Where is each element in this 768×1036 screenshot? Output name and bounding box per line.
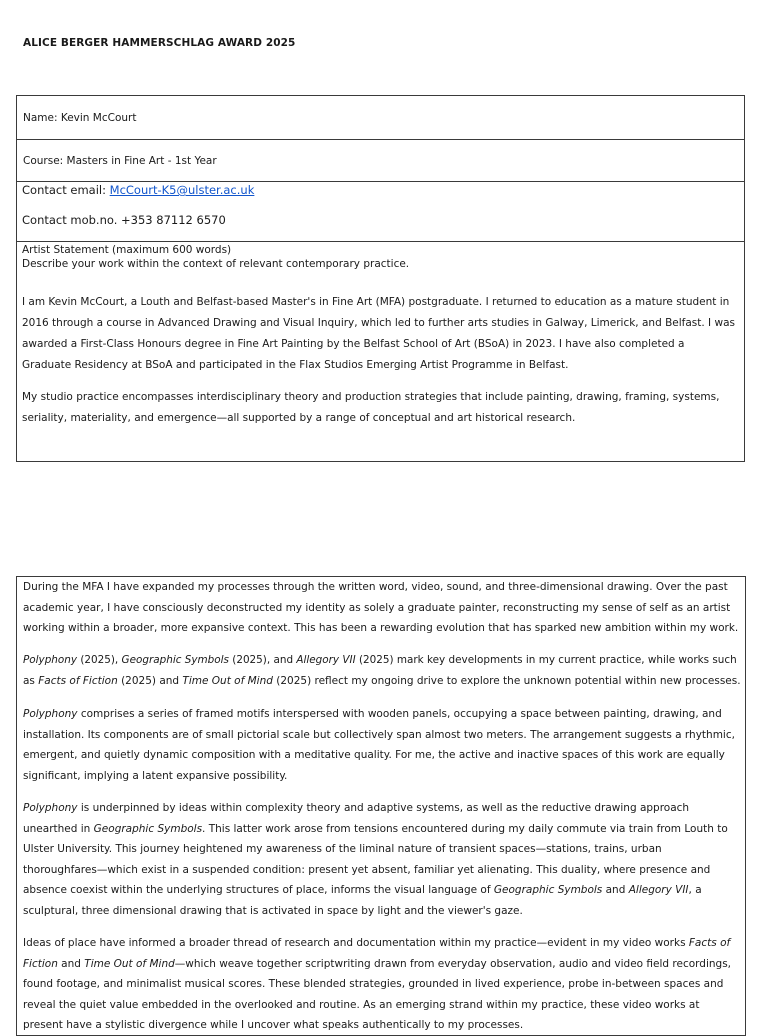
- work-title: Polyphony: [23, 802, 78, 814]
- text-line: Ulster University. This journey heightened my awareness of the liminal nature of transient spaces—stations, trains, urban: [23, 843, 662, 855]
- work-title: Time Out of Mind: [182, 674, 273, 687]
- statement-paragraph: [23, 798, 741, 921]
- text-run: as: [23, 674, 39, 687]
- text-run: . This latter work arose from tensions encountered during my daily commute via train from Louth to: [202, 822, 728, 835]
- statement-continuation-box: [16, 576, 746, 1036]
- contact-email: [22, 183, 254, 197]
- text-line: installation. Its components are of small pictorial scale but collectively span almost two meters. The arrangement suggests a rhythmic,: [23, 728, 735, 741]
- text-line: working within a broader, more expansive context. This has been a rewarding evolution that has sparked new ambition within my work.: [23, 622, 739, 634]
- text-run: and: [602, 884, 629, 896]
- text-run: (2025), and: [228, 654, 297, 666]
- text-line: My studio practice encompasses interdisciplinary theory and production strategies that include painting, drawing, framing, systems,: [22, 391, 720, 403]
- contact-row: [17, 182, 744, 242]
- text-run: (2025),: [77, 654, 122, 666]
- statement-heading: Artist Statement (maximum 600 words): [22, 244, 232, 256]
- text-line: thoroughfares—which exist in a suspended condition: present yet absent, familiar yet alienating. This duality, where presence and: [23, 863, 711, 876]
- contact-mobile: Contact mob.no. +353 87112 6570: [22, 213, 226, 227]
- work-title: Geographic Symbols: [493, 884, 603, 896]
- statement-paragraph: [23, 577, 741, 639]
- text-run: Ideas of place have informed a broader thread of research and documentation within my practice—evident in my video works: [23, 937, 689, 949]
- text-line: present have a stylistic divergence while I uncover what speaks authentically to my processes.: [23, 1019, 524, 1031]
- text-run: , a: [688, 884, 702, 896]
- text-run: (2025) reflect my ongoing drive to explore the unknown potential within new processes.: [272, 674, 741, 687]
- text-line: I am Kevin McCourt, a Louth and Belfast-based Master's in Fine Art (MFA) postgraduate. I returned to education as a mature student in: [22, 296, 730, 308]
- text-line: sculptural, three dimensional drawing that is activated in space by light and the viewer's gaze.: [23, 904, 523, 917]
- name-row: [17, 96, 744, 140]
- work-title: Polyphony: [23, 654, 78, 666]
- text-line: [23, 650, 741, 671]
- page-title: ALICE BERGER HAMMERSCHLAG AWARD 2025: [23, 37, 296, 49]
- text-run: (2025) mark key developments in my current practice, while works such: [355, 654, 737, 666]
- text-line: academic year, I have consciously deconstructed my identity as solely a graduate painter, reconstructing my sense of self as an artist: [23, 601, 731, 614]
- text-line: During the MFA I have expanded my processes through the written word, video, sound, and three-dimensional drawing. Over the past: [23, 581, 728, 593]
- text-line: found footage, and minimalist musical scores. These blended strategies, grounded in lived experience, probe in-between spaces and: [23, 978, 724, 990]
- course-field: Course: Masters in Fine Art - 1st Year: [23, 155, 217, 167]
- application-form-table: [16, 95, 745, 462]
- text-run: —which weave together scriptwriting drawn from everyday observation, audio and video field recordings,: [174, 957, 732, 970]
- text-line: [23, 671, 741, 692]
- text-run: unearthed in: [23, 822, 94, 835]
- name-field: Name: Kevin McCourt: [23, 112, 137, 124]
- text-line: [23, 880, 741, 901]
- work-title: Facts of Fiction: [38, 674, 118, 687]
- statement-paragraph: [23, 704, 741, 786]
- text-line: reveal the quiet value embedded in the overlooked and routine. As an emerging strand within my practice, these video works at: [23, 998, 700, 1011]
- statement-paragraph: [23, 650, 741, 691]
- statement-paragraph: [22, 387, 740, 429]
- statement-paragraph: [23, 933, 741, 1036]
- text-line: emergent, and quietly dynamic composition with a meditative quality. For me, the active and inactive spaces of this work are equally: [23, 749, 725, 761]
- work-title: Allegory VII: [628, 884, 689, 896]
- text-line: seriality, materiality, and emergence—all supported by a range of conceptual and art historical research.: [22, 412, 576, 424]
- text-run: and: [57, 957, 85, 970]
- statement-instruction: Describe your work within the context of relevant contemporary practice.: [22, 258, 410, 270]
- text-run: absence coexist within the underlying structures of place, informs the visual language of: [23, 884, 494, 896]
- course-row: [17, 140, 744, 182]
- work-title: Allegory VII: [296, 654, 356, 666]
- text-run: comprises a series of framed motifs interspersed with wooden panels, occupying a space between painting, drawing, and: [77, 708, 722, 720]
- work-title: Time Out of Mind: [84, 957, 175, 970]
- work-title: Fiction: [23, 957, 58, 970]
- text-run: (2025) and: [117, 674, 183, 687]
- contact-email-label: Contact email:: [22, 183, 110, 197]
- text-run: is underpinned by ideas within complexity theory and adaptive systems, as well as the reductive drawing approach: [77, 802, 690, 814]
- text-line: significant, implying a latent expansive possibility.: [23, 769, 288, 782]
- text-line: [23, 954, 741, 975]
- text-line: Graduate Residency at BSoA and participated in the Flax Studios Emerging Artist Programme in Belfast.: [22, 359, 569, 371]
- work-title: Polyphony: [23, 708, 78, 720]
- text-line: awarded a First-Class Honours degree in Fine Art Painting by the Belfast School of Art (BSoA) in 2023. I have also completed a: [22, 338, 685, 350]
- text-line: [23, 933, 741, 954]
- text-line: [23, 798, 741, 819]
- work-title: Geographic Symbols: [121, 654, 229, 666]
- text-line: 2016 through a course in Advanced Drawing and Visual Inquiry, which led to further arts studies in Galway, Limerick, and Belfast. I was: [22, 317, 735, 329]
- work-title: Facts of: [688, 937, 731, 949]
- statement-paragraph: [22, 292, 740, 376]
- text-line: [23, 819, 741, 840]
- work-title: Geographic Symbols: [93, 822, 203, 835]
- text-line: [23, 704, 741, 725]
- email-link[interactable]: McCourt-K5@ulster.ac.uk: [109, 183, 255, 197]
- statement-header: [22, 243, 738, 271]
